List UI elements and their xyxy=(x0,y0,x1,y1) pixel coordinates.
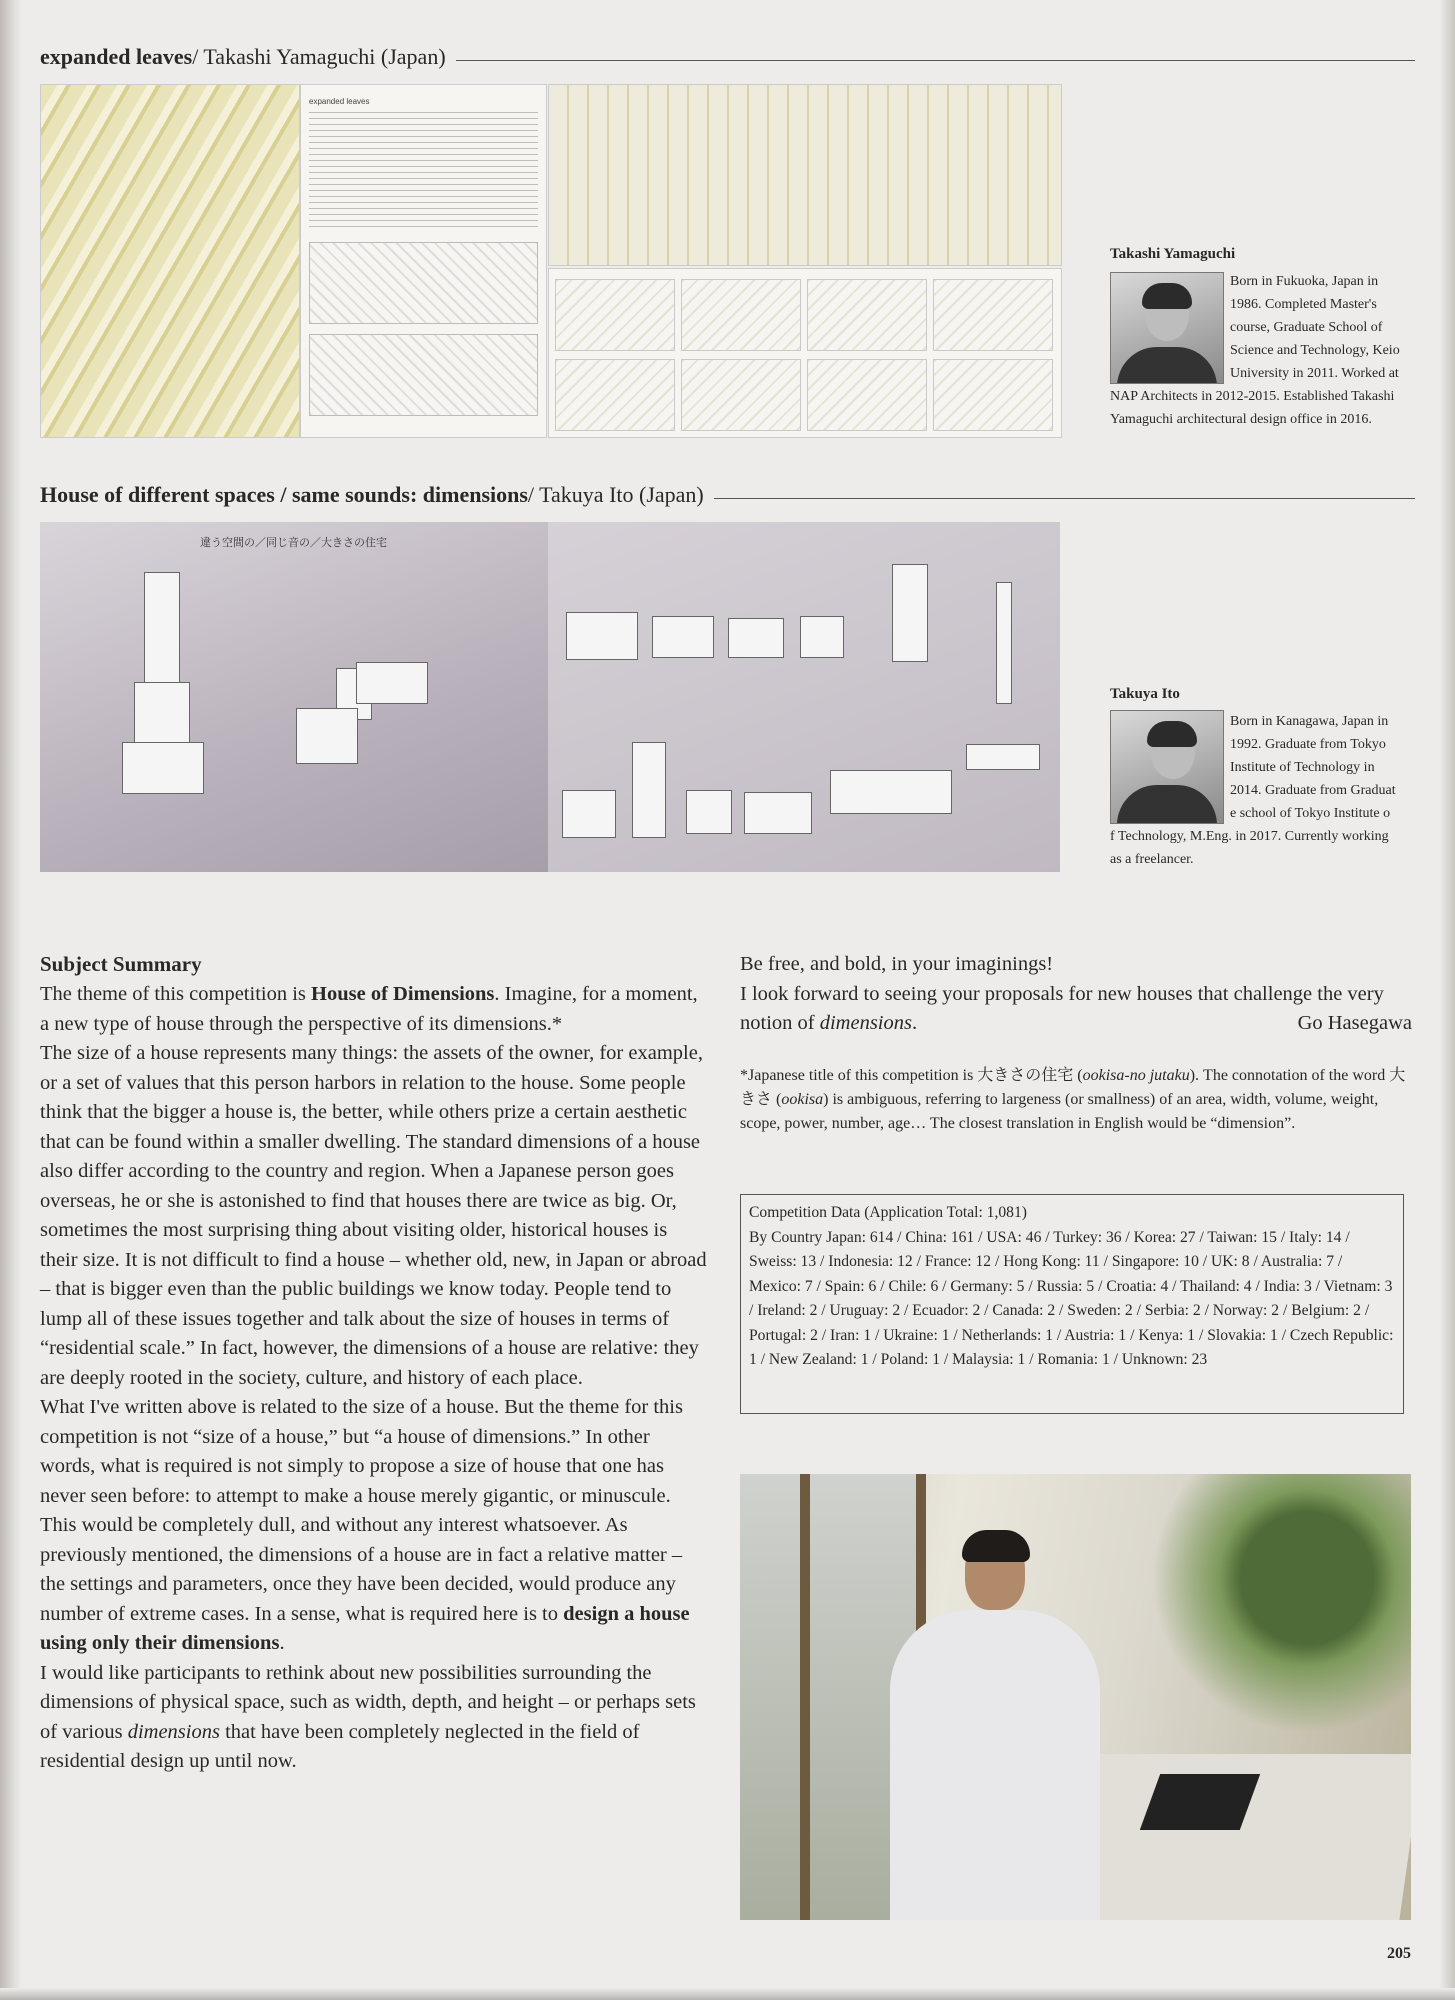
bio2-name: Takuya Ito xyxy=(1110,686,1180,702)
bio2-text xyxy=(1110,710,1410,871)
diagram-cell xyxy=(555,359,675,431)
entry1-tree-sketch xyxy=(309,242,538,324)
diagram-cell xyxy=(681,279,801,351)
heading-rule xyxy=(714,498,1415,499)
photo-window-frame xyxy=(800,1474,810,1920)
juror-photo xyxy=(740,1474,1411,1920)
entry1-heading xyxy=(40,44,1415,70)
bio2-line: 2014. Graduate from Graduat xyxy=(1230,783,1396,798)
page-edge-shadow xyxy=(1439,0,1455,2000)
closing-line: Be free, and bold, in your imaginings! xyxy=(740,953,1054,975)
entry2-author: / Takuya Ito (Japan) xyxy=(527,482,704,507)
low-house-model xyxy=(296,708,358,764)
entry2-panel-title: 違う空間の／同じ音の／大きさの住宅 xyxy=(200,536,387,549)
box-model xyxy=(566,612,638,660)
signature: Go Hasegawa xyxy=(1297,1012,1412,1034)
competition-data-box xyxy=(740,1194,1404,1414)
diagram-cell xyxy=(807,279,927,351)
bio2-line: 1992. Graduate from Tokyo xyxy=(1230,737,1386,752)
competition-by-country: By Country Japan: 614 / China: 161 / USA: 46 / Turkey: 36 / Korea: 27 / Taiwan: 15 / Italy: 14 / Sweiss: 13 / Indonesia: 12 / France: 12 / Hong Kong: 11 / Singapore: 10 / UK: 8 / Australia: 7 / Mexico: 7 / Spain: 6 / Chile: 6 / Germany: 5 / Russia: 5 / Croatia: 4 / Thailand: 4 / India: 3 / Vietnam: 3 / Ireland: 2 / Uruguay: 2 / Ecuador: 2 / Canada: 2 / Sweden: 2 / Serbia: 2 / Norway: 2 / Belgium: 2 / Portugal: 2 / Iran: 1 / Ukraine: 1 / Netherlands: 1 / Austria: 1 / Kenya: 1 / Slovakia: 1 / Czech Republic: 1 / New Zealand: 1 / Poland: 1 / Malaysia: 1 / Romania: 1 / Unknown: 23 xyxy=(749,1228,1394,1368)
bio1-line: course, Graduate School of xyxy=(1230,320,1383,335)
box-model xyxy=(800,616,844,658)
tall-model xyxy=(632,742,666,838)
photo-tablet xyxy=(1140,1774,1260,1830)
diagram-cell xyxy=(555,279,675,351)
summary-title: Subject Summary xyxy=(40,952,202,976)
photo-plant xyxy=(1151,1474,1411,1734)
bio1-name: Takashi Yamaguchi xyxy=(1110,246,1236,262)
entry1-diagram-panel xyxy=(548,268,1062,438)
tall-model xyxy=(892,564,928,662)
bio2-line: e school of Tokyo Institute o xyxy=(1230,806,1391,821)
bio1-text xyxy=(1110,270,1410,431)
summary-body xyxy=(40,980,708,1777)
entry1-title: expanded leaves xyxy=(40,44,193,69)
box-model xyxy=(652,616,714,658)
summary-paragraph: What I've written above is related to the size of a house. But the theme for this competition is not “size of a house,” but “a house of dimensions.” In other words, what is required is not simply to propose a size of house that one has never seen before: to attempt to make a house merely gigantic, or minuscule. This would be completely dull, and without any interest whatsoever. As previously mentioned, the dimensions of a house are in fact a relative matter – the settings and parameters, once they have been decided, would produce any number of extreme cases. In a sense, what is required here is to design a house using only their dimensions. xyxy=(40,1396,690,1654)
box-model xyxy=(562,790,616,838)
diagram-cell xyxy=(933,279,1053,351)
bio1-line: NAP Architects in 2012-2015. Established Takashi xyxy=(1110,389,1395,404)
bio1-line: Yamaguchi architectural design office in 2016. xyxy=(1110,412,1372,427)
entry1-text-panel xyxy=(300,84,547,438)
bio2-line: Born in Kanagawa, Japan in xyxy=(1230,714,1389,729)
box-model xyxy=(728,618,784,658)
page-spine-shadow xyxy=(0,0,22,2000)
entry1-panel-title: expanded leaves xyxy=(309,97,370,106)
bio1-line: Born in Fukuoka, Japan in xyxy=(1230,274,1379,289)
entry2-right-panel xyxy=(548,522,1060,872)
bio2-line: as a freelancer. xyxy=(1110,852,1194,867)
person-body xyxy=(890,1610,1100,1920)
bio1-line: University in 2011. Worked at xyxy=(1230,366,1399,381)
entry1-elevation-panel xyxy=(548,84,1062,266)
closing-line: I look forward to seeing your proposals for new houses that challenge the very notion of dimensions. Go Hasegawa xyxy=(740,980,1412,1039)
entry2-left-panel xyxy=(40,522,548,872)
tower-model xyxy=(122,742,204,794)
summary-paragraph: I would like participants to rethink about new possibilities surrounding the dimensions of physical space, such as width, depth, and height – or perhaps sets of various dimensions that have been completely neglected in the field of residential design up until now. xyxy=(40,1661,696,1772)
entry1-section-sketch xyxy=(309,334,538,416)
entry1-axonometric-panel xyxy=(40,84,300,438)
entry1-author: / Takashi Yamaguchi (Japan) xyxy=(192,44,446,69)
box-model xyxy=(966,744,1040,770)
diagram-cell xyxy=(807,359,927,431)
diagram-cell xyxy=(681,359,801,431)
person-hair xyxy=(962,1530,1030,1562)
page-number: 205 xyxy=(1387,1945,1411,1962)
low-house-model xyxy=(356,662,428,704)
tower-model xyxy=(134,682,190,744)
tower-model xyxy=(144,572,180,684)
tall-model xyxy=(996,582,1012,704)
entry2-title: House of different spaces / same sounds: dimensions xyxy=(40,482,528,507)
competition-heading: Competition Data (Application Total: 1,081) xyxy=(749,1204,1027,1221)
diagram-cell xyxy=(933,359,1053,431)
title-footnote: *Japanese title of this competition is 大きさの住宅 (ookisa-no jutaku). The connotation of the word 大きさ (ookisa) is ambiguous, referring to largeness (or smallness) of an area, width, volume, weight, scope, power, number, age… The closest translation in English would be “dimension”. xyxy=(740,1067,1406,1132)
page-bottom-edge xyxy=(0,1988,1455,2000)
summary-paragraph: The size of a house represents many things: the assets of the owner, for example, or a set of values that this person harbors in relation to the house. Some people think that the bigger a house is, the better, while others prize a certain aesthetic that can be found within a smaller dwelling. The standard dimensions of a house also differ according to the country and region. When a Japanese person goes overseas, he or she is astonished to find that houses there are twice as big. Or, sometimes the most surprising thing about visiting older, historical houses is their size. It is not difficult to find a house – whether old, new, in Japan or abroad – that is bigger even than the public buildings we know today. People tend to lump all of these issues together and talk about the size of houses in terms of “residential scale.” In fact, however, the dimensions of a house are relative: they are deeply rooted in the society, culture, and history of each place. xyxy=(40,1042,707,1389)
entry2-heading xyxy=(40,482,1415,508)
box-model xyxy=(744,792,812,834)
entry1-panel-body-text xyxy=(309,112,538,232)
summary-paragraph: The theme of this competition is House of Dimensions. Imagine, for a moment, a new type of house through the perspective of its dimensions.* xyxy=(40,983,698,1035)
bio1-line: Science and Technology, Keio xyxy=(1230,343,1400,358)
summary-closing xyxy=(740,950,1412,1039)
photo-person xyxy=(870,1534,1100,1920)
bio2-line: f Technology, M.Eng. in 2017. Currently working xyxy=(1110,829,1389,844)
long-model xyxy=(830,770,952,814)
bio1-line: 1986. Completed Master's xyxy=(1230,297,1377,312)
box-model xyxy=(686,790,732,834)
bio2-line: Institute of Technology in xyxy=(1230,760,1375,775)
heading-rule xyxy=(456,60,1415,61)
